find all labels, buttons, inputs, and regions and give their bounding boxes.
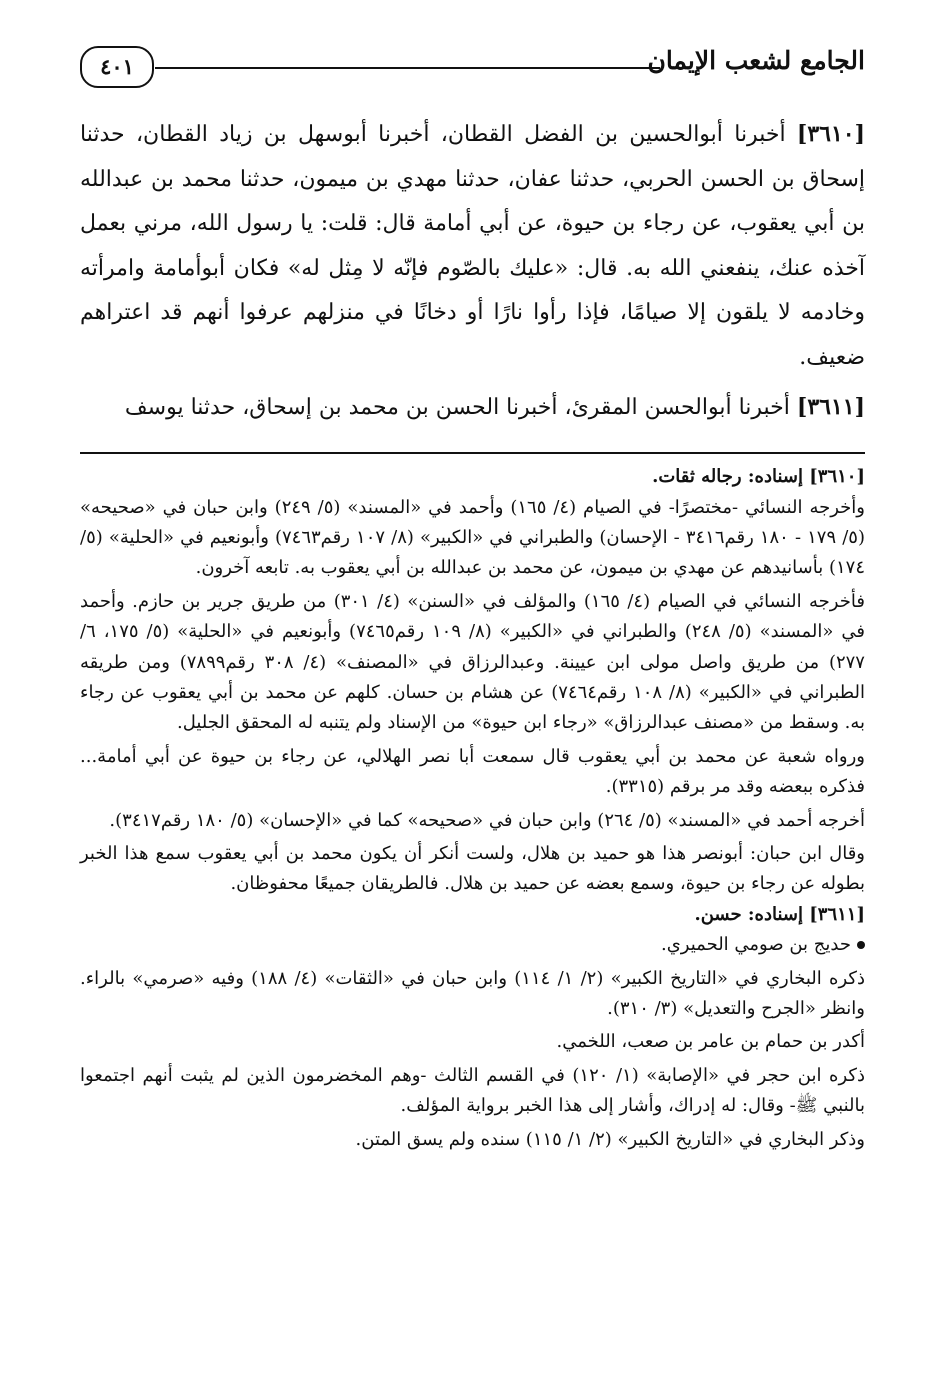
hadith-number: [٣٦١٠] <box>796 121 865 147</box>
footnote-paragraph: وذكر البخاري في «التاريخ الكبير» (٢/ ١/ ١١٥) سنده ولم يسق المتن. <box>355 1128 865 1150</box>
hadith-3610 <box>80 112 865 381</box>
hadith-text: أخبرنا أبوالحسين بن الفضل القطان، أخبرنا أبوسهل بن زياد القطان، حدثنا إسحاق بن الحسن الحربي، حدثنا عفان، حدثنا مهدي بن ميمون، حدثنا محمد بن عبدالله بن أبي يعقوب، عن رجاء بن حيوة، عن أبي أمامة قال: قلت: يا رسول الله، مرني بعمل آخذه عنك، ينفعني الله به. قال: «عليك بالصّوم فإنّه لا مِثل له» فكان أبوأمامة وامرأته وخادمه لا يلقون إلا صيامًا، فإذا رأوا نارًا أو دخانًا في منزلهم عرفوا أنهم قد اعتراهم ضعيف. <box>80 122 865 370</box>
footnote-paragraph: ورواه شعبة عن محمد بن أبي يعقوب قال سمعت أبا نصر الهلالي، عن رجاء بن حيوة عن أبي أمامة... فذكره ببعضه وقد مر برقم (٣٣١٥). <box>80 745 865 798</box>
footnotes <box>80 462 865 1155</box>
isnad-label: إسناده: <box>747 903 803 925</box>
narrator-name: حديج بن صومي الحميري. <box>661 934 851 956</box>
footnote-paragraph: ذكره ابن حجر في «الإصابة» (١/ ١٢٠) في القسم الثالث -وهم المخضرمون الذين لم يثبت أنهم اجتمعوا بالنبي ﷺ- وقال: له إدراك، وأشار إلى هذا الخبر برواية المؤلف. <box>80 1064 865 1117</box>
page-number: ٤٠١ <box>80 46 154 88</box>
running-title: الجامع لشعب الإيمان <box>647 46 865 75</box>
isnad-verdict: حسن. <box>694 903 742 925</box>
narrator-name: أكدر بن حمام بن عامر بن صعب، اللخمي. <box>556 1031 865 1053</box>
footnote-number: [٣٦١١] <box>809 903 865 925</box>
hadith-number: [٣٦١١] <box>796 393 865 420</box>
footnote-separator <box>80 452 865 454</box>
main-text <box>80 112 865 430</box>
footnote-paragraph: فأخرجه النسائي في الصيام (٤/ ١٦٥) والمؤلف في «السنن» (٤/ ٣٠١) من طريق جرير بن حازم. وأحمد في «المسند» (٥/ ٢٤٨) والطبراني في «الكبير» (٨/ ١٠٩ رقم٧٤٦٥) وأبونعيم في «الحلية» (٥/ ١٧٥، ٦/ ٢٧٧) من طريق واصل مولى ابن عيينة. وعبدالرزاق في «المصنف» (٤/ ٣٠٨ رقم٧٨٩٩) ومن طريقه الطبراني في «الكبير» (٨/ ١٠٨ رقم٧٤٦٤) عن هشام بن حسان. كلهم عن محمد بن أبي يعقوب عن رجاء به. وسقط من «مصنف عبدالرزاق» «رجاء ابن حيوة» من الإسناد ولم يتنبه له المحقق الجليل. <box>80 590 866 734</box>
isnad-verdict: رجاله ثقات. <box>652 466 742 488</box>
hadith-3611 <box>80 385 865 431</box>
footnote-paragraph: ذكره البخاري في «التاريخ الكبير» (٢/ ١/ ١١٤) وابن حبان في «الثقات» (٤/ ١٨٨) وفيه «صرمي» بالراء. وانظر «الجرح والتعديل» (٣/ ٣١٠). <box>80 967 865 1020</box>
isnad-label: إسناده: <box>747 466 803 488</box>
footnote-paragraph: وأخرجه النسائي -مختصرًا- في الصيام (٤/ ١٦٥) وأحمد في «المسند» (٥/ ٢٤٩) وابن حبان في «صحيحه» (٥/ ١٧٩ - ١٨٠ رقم٣٤١٦ - الإحسان) والطبراني في «الكبير» (٨/ ١٠٧ رقم٧٤٦٣) وأبونعيم في «الحلية» (٥/ ١٧٤) بأسانيدهم عن مهدي بن ميمون، عن محمد بن عبدالله بن أبي يعقوب به. تابعه آخرون. <box>80 496 865 579</box>
footnote-number: [٣٦١٠] <box>809 466 865 488</box>
footnote-paragraph: وقال ابن حبان: أبونصر هذا هو حميد بن هلال، ولست أنكر أن يكون محمد بن أبي يعقوب سمع هذا الخبر بطوله عن رجاء بن حيوة، وسمع بعضه عن حميد بن هلال. فالطريقان جميعًا محفوظان. <box>80 843 865 895</box>
footnote-heading-3610 <box>80 462 865 492</box>
narrator-entry <box>80 930 865 960</box>
footnote-paragraph: أخرجه أحمد في «المسند» (٥/ ٢٦٤) وابن حبان في «صحيحه» كما في «الإحسان» (٥/ ١٨٠ رقم٣٤١٧). <box>109 809 865 831</box>
bullet-icon <box>857 941 865 949</box>
header-rule <box>155 67 660 69</box>
hadith-text: أخبرنا أبوالحسن المقرئ، أخبرنا الحسن بن محمد بن إسحاق، حدثنا يوسف <box>124 394 790 420</box>
book-page <box>80 36 865 1155</box>
footnote-heading-3611 <box>80 900 865 930</box>
page-header <box>80 36 865 98</box>
